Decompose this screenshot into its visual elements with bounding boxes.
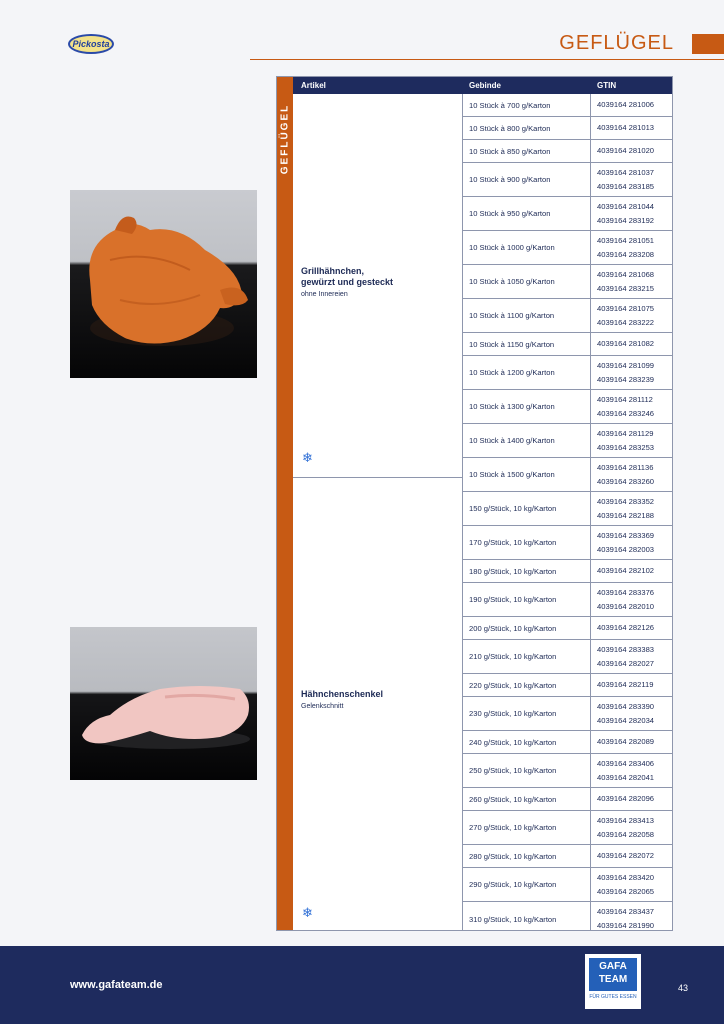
- snowflake-icon: ❄: [302, 905, 313, 920]
- gtin-cell: [590, 231, 672, 264]
- table-row: [462, 299, 672, 333]
- gtin-value: 4039164 282096: [597, 794, 655, 803]
- table-row: [462, 845, 672, 868]
- pack-cell: 10 Stück à 800 g/Karton: [469, 123, 551, 133]
- pack-cell: 310 g/Stück, 10 kg/Karton: [469, 914, 557, 924]
- gtin-value: 4039164 281136: [597, 462, 654, 472]
- gtin-cell: [590, 697, 672, 730]
- gtin-cell: [590, 333, 672, 355]
- table-row: [462, 492, 672, 526]
- pack-cell: 150 g/Stück, 10 kg/Karton: [469, 504, 557, 513]
- page-title: GEFLÜGEL: [559, 32, 674, 54]
- gtin-cell: [590, 845, 672, 867]
- table-row: [462, 731, 672, 754]
- gtin-value: 4039164 281037: [597, 167, 655, 177]
- gtin-value: 4039164 282058: [597, 829, 655, 839]
- header-article: Artikel: [301, 81, 326, 90]
- gtin-cell: [590, 94, 672, 116]
- pack-cell: 230 g/Stück, 10 kg/Karton: [469, 709, 557, 718]
- gtin-value: 4039164 281068: [597, 269, 655, 279]
- gtin-value: 4039164 283192: [597, 215, 655, 225]
- title-accent-block: [692, 34, 724, 54]
- table-row: [462, 424, 672, 458]
- gtin-value: 4039164 281129: [597, 428, 654, 438]
- table-row: [462, 333, 672, 356]
- gtin-cell: [590, 526, 672, 559]
- pack-cell: 10 Stück à 1150 g/Karton: [469, 339, 555, 349]
- article-name: Hähnchenschenkel: [301, 689, 384, 699]
- gtin-cell: [590, 197, 672, 230]
- gtin-cell: [590, 583, 672, 616]
- gtin-value: 4039164 283406: [597, 758, 655, 768]
- gtin-value: 4039164 282072: [597, 851, 655, 860]
- gtin-value: 4039164 282065: [597, 886, 655, 896]
- pack-cell: 170 g/Stück, 10 kg/Karton: [469, 538, 557, 547]
- table-row: [462, 526, 672, 560]
- table-row: [462, 617, 672, 640]
- table-row: [462, 902, 672, 936]
- header-gtin: GTIN: [597, 81, 617, 90]
- table-row: [462, 560, 672, 583]
- gtin-cell: [590, 811, 672, 844]
- gtin-value: 4039164 283376: [597, 587, 655, 597]
- grilled-chicken-photo: [70, 190, 257, 378]
- table-row: [462, 640, 672, 674]
- gtin-value: 4039164 281020: [597, 146, 655, 155]
- chicken-leg-photo: [70, 627, 257, 780]
- pack-cell: 10 Stück à 1050 g/Karton: [469, 277, 555, 286]
- gtin-cell: [590, 117, 672, 139]
- pack-cell: 270 g/Stück, 10 kg/Karton: [469, 823, 557, 832]
- table-row: [462, 356, 672, 390]
- pack-cell: 10 Stück à 1200 g/Karton: [469, 368, 555, 377]
- pack-cell: 10 Stück à 1500 g/Karton: [469, 470, 555, 479]
- table-row: [462, 697, 672, 731]
- table-header: [293, 77, 672, 94]
- gtin-value: 4039164 281112: [597, 394, 653, 404]
- gtin-value: 4039164 281044: [597, 201, 655, 211]
- gtin-value: 4039164 283185: [597, 181, 655, 191]
- pack-cell: 10 Stück à 1000 g/Karton: [469, 243, 555, 252]
- pack-cell: 290 g/Stück, 10 kg/Karton: [469, 880, 557, 889]
- gtin-cell: [590, 390, 672, 423]
- table-row: [462, 390, 672, 424]
- article-subtitle: Gelenkschnitt: [301, 703, 344, 710]
- gtin-cell: [590, 617, 672, 639]
- table-row: [462, 140, 672, 163]
- page-number: 43: [677, 983, 688, 993]
- table-row: [462, 754, 672, 788]
- gtin-value: 4039164 283352: [597, 496, 655, 506]
- gtin-value: 4039164 282119: [597, 680, 654, 689]
- pack-cell: 280 g/Stück, 10 kg/Karton: [469, 851, 557, 861]
- gtin-cell: [590, 731, 672, 753]
- gtin-cell: [590, 754, 672, 787]
- header-pack: Gebinde: [469, 81, 502, 90]
- gtin-value: 4039164 281006: [597, 100, 655, 109]
- gtin-value: 4039164 282102: [597, 566, 655, 575]
- gtin-value: 4039164 282188: [597, 510, 655, 520]
- gtin-cell: [590, 560, 672, 582]
- article-haehnchenschenkel: [301, 689, 451, 710]
- gtin-value: 4039164 283222: [597, 317, 655, 327]
- gtin-cell: [590, 356, 672, 389]
- gtin-cell: [590, 640, 672, 673]
- gtin-value: 4039164 283246: [597, 408, 655, 418]
- snowflake-icon: ❄: [302, 450, 313, 465]
- gtin-cell: [590, 492, 672, 525]
- table-row: [462, 788, 672, 811]
- gtin-value: 4039164 283383: [597, 644, 655, 654]
- gtin-value: 4039164 283208: [597, 249, 655, 259]
- gtin-value: 4039164 281082: [597, 339, 655, 348]
- gtin-cell: [590, 868, 672, 901]
- group-separator: [293, 477, 463, 478]
- footer: [0, 946, 724, 1024]
- section-label: GEFLÜGEL: [279, 103, 291, 175]
- pack-cell: 180 g/Stück, 10 kg/Karton: [469, 566, 557, 576]
- gtin-value: 4039164 283215: [597, 283, 655, 293]
- table-rows: [462, 94, 672, 936]
- pack-cell: 190 g/Stück, 10 kg/Karton: [469, 595, 557, 604]
- pack-cell: 250 g/Stück, 10 kg/Karton: [469, 766, 557, 775]
- pack-cell: 10 Stück à 1100 g/Karton: [469, 311, 555, 320]
- gafa-team-logo: [585, 954, 641, 1009]
- table-row: [462, 117, 672, 140]
- gtin-cell: [590, 788, 672, 810]
- gtin-value: 4039164 283260: [597, 476, 655, 486]
- gtin-value: 4039164 281099: [597, 360, 655, 370]
- gtin-value: 4039164 282126: [597, 623, 655, 632]
- gtin-cell: [590, 140, 672, 162]
- gtin-cell: [590, 674, 672, 696]
- logo-text: Pickosta: [72, 39, 110, 49]
- pack-cell: 10 Stück à 1400 g/Karton: [469, 436, 555, 445]
- pack-cell: 220 g/Stück, 10 kg/Karton: [469, 680, 557, 690]
- gtin-value: 4039164 282027: [597, 658, 655, 668]
- gtin-value: 4039164 283369: [597, 530, 655, 540]
- gtin-value: 4039164 283437: [597, 907, 655, 916]
- gtin-value: 4039164 282010: [597, 601, 655, 611]
- gafa-tagline: FÜR GUTES ESSEN: [589, 994, 637, 1000]
- gtin-value: 4039164 283390: [597, 701, 655, 711]
- website-link[interactable]: www.gafateam.de: [70, 979, 163, 991]
- gtin-value: 4039164 281990: [597, 921, 655, 930]
- gtin-value: 4039164 282041: [597, 772, 655, 782]
- gtin-value: 4039164 283239: [597, 374, 655, 384]
- pack-cell: 10 Stück à 850 g/Karton: [469, 146, 551, 156]
- pack-cell: 10 Stück à 1300 g/Karton: [469, 402, 555, 411]
- table-row: [462, 265, 672, 299]
- article-subtitle: ohne Innereien: [301, 291, 348, 298]
- gtin-cell: [590, 299, 672, 332]
- pickosta-logo: [68, 34, 114, 54]
- gtin-cell: [590, 902, 672, 936]
- article-grillhaehnchen: [301, 266, 451, 298]
- gtin-value: 4039164 281051: [597, 235, 655, 245]
- gtin-cell: [590, 265, 672, 298]
- product-table: [276, 76, 673, 931]
- table-row: [462, 197, 672, 231]
- gtin-value: 4039164 282034: [597, 715, 655, 725]
- gtin-value: 4039164 281075: [597, 303, 655, 313]
- gtin-value: 4039164 283253: [597, 442, 655, 452]
- pack-cell: 10 Stück à 700 g/Karton: [469, 100, 551, 110]
- gtin-value: 4039164 282003: [597, 544, 655, 554]
- gtin-cell: [590, 458, 672, 491]
- pack-cell: 240 g/Stück, 10 kg/Karton: [469, 737, 557, 747]
- pack-cell: 200 g/Stück, 10 kg/Karton: [469, 623, 557, 633]
- article-name: Grillhähnchen, gewürzt und gesteckt: [301, 266, 394, 287]
- table-row: [462, 163, 672, 197]
- gtin-value: 4039164 281013: [597, 123, 655, 132]
- table-row: [462, 94, 672, 117]
- table-row: [462, 458, 672, 492]
- table-row: [462, 231, 672, 265]
- section-sidebar: [277, 77, 293, 930]
- table-row: [462, 811, 672, 845]
- gtin-cell: [590, 163, 672, 196]
- pack-cell: 10 Stück à 900 g/Karton: [469, 175, 551, 184]
- gtin-cell: [590, 424, 672, 457]
- gtin-value: 4039164 282089: [597, 737, 655, 746]
- gtin-value: 4039164 283420: [597, 872, 655, 882]
- title-divider: [250, 59, 724, 60]
- pack-cell: 210 g/Stück, 10 kg/Karton: [469, 652, 557, 661]
- pack-cell: 260 g/Stück, 10 kg/Karton: [469, 794, 557, 804]
- gafa-logo-box: GAFA TEAM: [589, 958, 637, 991]
- pack-cell: 10 Stück à 950 g/Karton: [469, 209, 551, 218]
- table-row: [462, 868, 672, 902]
- gtin-value: 4039164 283413: [597, 815, 655, 825]
- table-row: [462, 583, 672, 617]
- table-row: [462, 674, 672, 697]
